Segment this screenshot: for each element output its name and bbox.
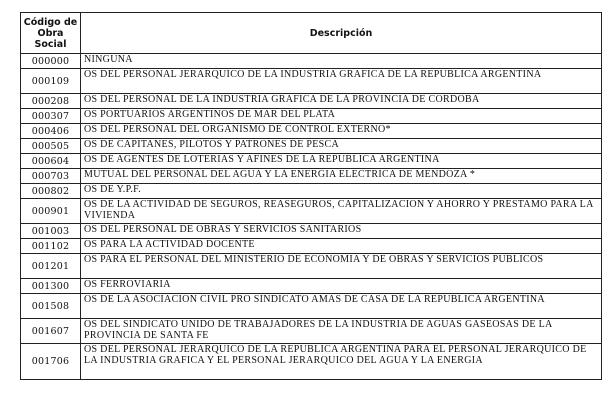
table-row xyxy=(21,184,602,199)
table-row xyxy=(21,139,602,154)
table-row xyxy=(21,199,602,224)
header-description: Descripción xyxy=(81,13,602,54)
row-code: 001300 xyxy=(21,279,81,294)
table-row xyxy=(21,54,602,69)
row-code: 000703 xyxy=(21,169,81,184)
row-description: OS PORTUARIOS ARGENTINOS DE MAR DEL PLATA xyxy=(81,109,602,124)
row-description: OS FERROVIARIA xyxy=(81,279,602,294)
row-description: OS DEL PERSONAL JERARQUICO DE LA REPUBLICA ARGENTINA PARA EL PERSONAL JERARQUICO DE LA INDUSTRIA GRAFICA Y EL PERSONAL JERARQUICO DEL AGUA Y LA ENERGIA xyxy=(81,344,602,380)
table-row xyxy=(21,279,602,294)
row-description: NINGUNA xyxy=(81,54,602,69)
row-description: OS PARA LA ACTIVIDAD DOCENTE xyxy=(81,239,602,254)
table-row xyxy=(21,154,602,169)
row-description: OS DE AGENTES DE LOTERIAS Y AFINES DE LA REPUBLICA ARGENTINA xyxy=(81,154,602,169)
row-code: 000109 xyxy=(21,69,81,94)
obra-social-table xyxy=(20,12,602,380)
table-row xyxy=(21,239,602,254)
row-code: 000505 xyxy=(21,139,81,154)
row-code: 001102 xyxy=(21,239,81,254)
row-code: 001706 xyxy=(21,344,81,380)
header-code: Código de Obra Social xyxy=(21,13,81,54)
row-description: OS DE LA ACTIVIDAD DE SEGUROS, REASEGUROS, CAPITALIZACION Y AHORRO Y PRESTAMO PARA LA VIVIENDA xyxy=(81,199,602,224)
table-header-row xyxy=(21,13,602,54)
table-row xyxy=(21,254,602,279)
row-description: MUTUAL DEL PERSONAL DEL AGUA Y LA ENERGIA ELECTRICA DE MENDOZA * xyxy=(81,169,602,184)
table-row xyxy=(21,224,602,239)
row-description: OS DEL PERSONAL DEL ORGANISMO DE CONTROL EXTERNO* xyxy=(81,124,602,139)
table-row xyxy=(21,109,602,124)
row-code: 001607 xyxy=(21,319,81,344)
row-code: 000406 xyxy=(21,124,81,139)
row-description: OS DE LA ASOCIACION CIVIL PRO SINDICATO AMAS DE CASA DE LA REPUBLICA ARGENTINA xyxy=(81,294,602,319)
row-code: 000802 xyxy=(21,184,81,199)
row-code: 000901 xyxy=(21,199,81,224)
table-row xyxy=(21,69,602,94)
row-code: 000307 xyxy=(21,109,81,124)
table-row xyxy=(21,294,602,319)
row-code: 001003 xyxy=(21,224,81,239)
row-code: 000604 xyxy=(21,154,81,169)
row-description: OS DE CAPITANES, PILOTOS Y PATRONES DE PESCA xyxy=(81,139,602,154)
row-description: OS DEL PERSONAL DE OBRAS Y SERVICIOS SANITARIOS xyxy=(81,224,602,239)
row-description: OS PARA EL PERSONAL DEL MINISTERIO DE ECONOMIA Y DE OBRAS Y SERVICIOS PUBLICOS xyxy=(81,254,602,279)
table-row xyxy=(21,94,602,109)
table-row xyxy=(21,344,602,380)
row-code: 001508 xyxy=(21,294,81,319)
table-row xyxy=(21,169,602,184)
row-description: OS DEL PERSONAL JERARQUICO DE LA INDUSTRIA GRAFICA DE LA REPUBLICA ARGENTINA xyxy=(81,69,602,94)
row-code: 001201 xyxy=(21,254,81,279)
row-code: 000208 xyxy=(21,94,81,109)
row-description: OS DEL PERSONAL DE LA INDUSTRIA GRAFICA DE LA PROVINCIA DE CORDOBA xyxy=(81,94,602,109)
row-code: 000000 xyxy=(21,54,81,69)
table-row xyxy=(21,124,602,139)
row-description: OS DE Y.P.F. xyxy=(81,184,602,199)
table-row xyxy=(21,319,602,344)
row-description: OS DEL SINDICATO UNIDO DE TRABAJADORES DE LA INDUSTRIA DE AGUAS GASEOSAS DE LA PROVINCIA DE SANTA FE xyxy=(81,319,602,344)
